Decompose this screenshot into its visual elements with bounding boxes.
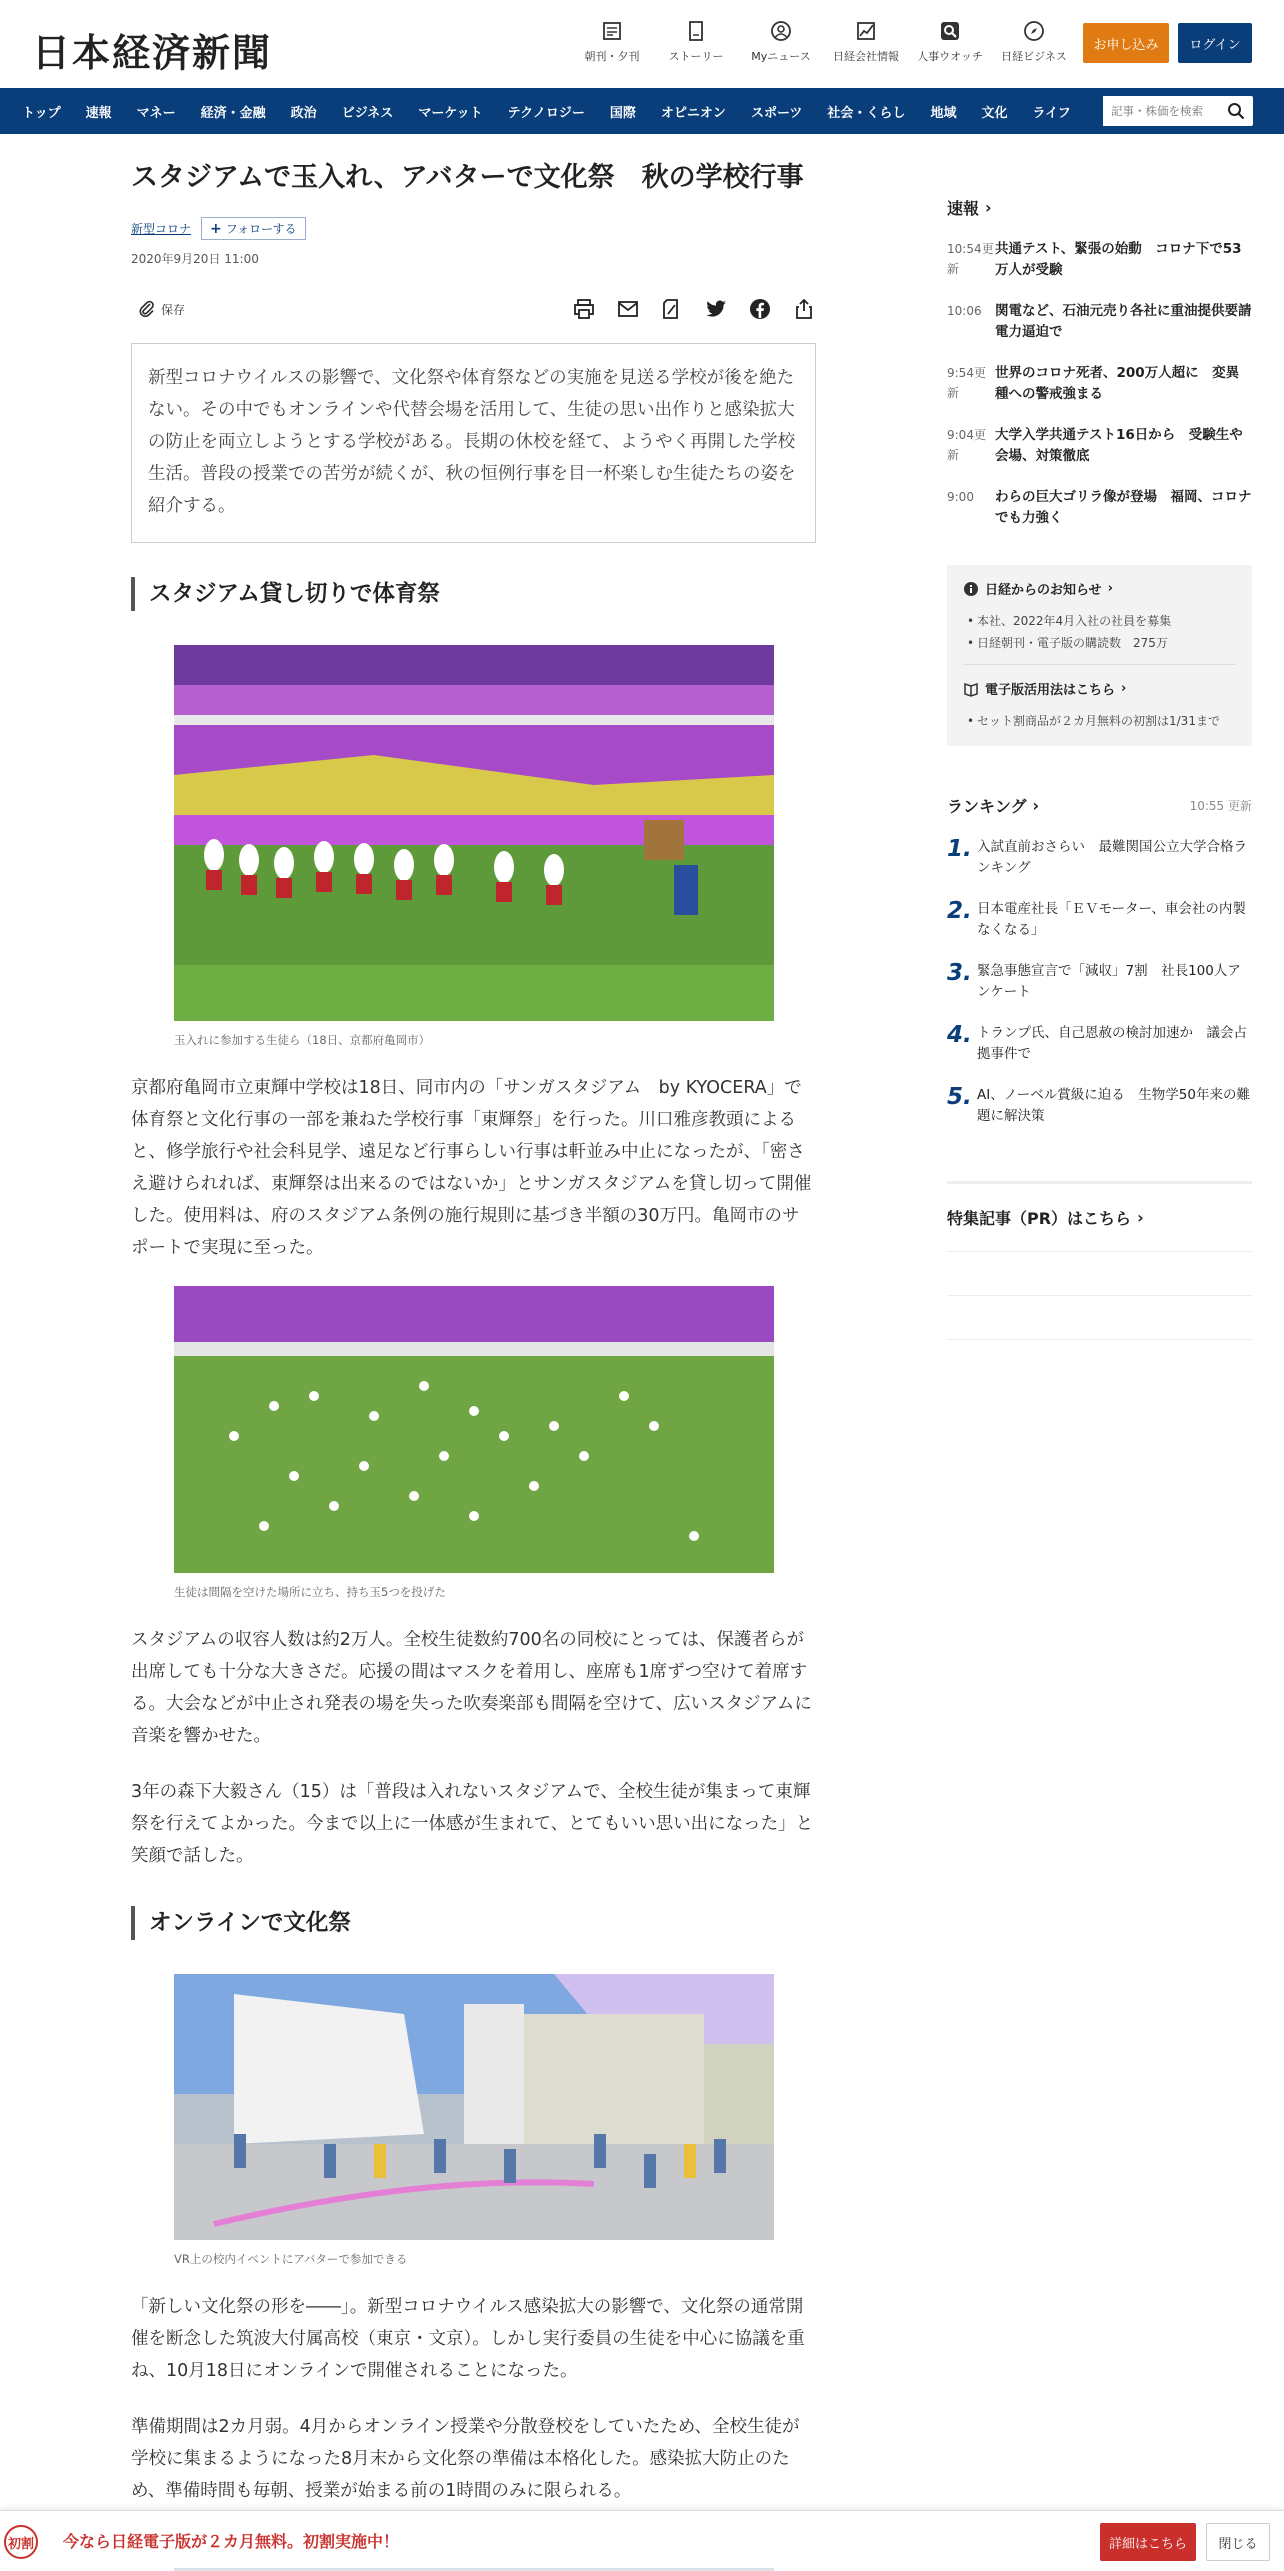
article-paragraph: スタジアムの収容人数は約2万人。全校生徒数約700名の同校にとっては、保護者らが出席しても十分な大きさだ。応援の間はマスクを着用し、座席も1席ずつ空けて着席する。大会などが中止され発表の場を失った吹奏楽部も間隔を空けて、広いスタジアムに音楽を響かせた。 <box>131 1630 812 1747</box>
mail-icon[interactable] <box>616 297 640 321</box>
ranking-item[interactable] <box>947 899 1252 941</box>
rank-title: トランプ氏、自己恩赦の検討加速か 議会占拠事件で <box>977 1025 1247 1062</box>
pr-placeholder-list <box>947 1251 1252 1340</box>
promo-text: 今なら日経電子版が２カ月無料。初割実施中！ <box>63 2532 400 2551</box>
plus-icon: + <box>210 220 222 237</box>
divider <box>963 664 1236 665</box>
nav-item-international[interactable]: 国際 <box>609 105 636 121</box>
compass-icon <box>1023 20 1045 42</box>
section-heading: スタジアム貸し切りで体育祭 <box>131 577 816 611</box>
newspaper-icon <box>601 20 623 42</box>
nav-item-business[interactable]: ビジネス <box>341 105 394 121</box>
article-figure <box>174 645 774 1048</box>
nav-jinji-watch[interactable] <box>908 20 992 64</box>
notice-item[interactable]: • 日経朝刊・電子版の購読数 275万 <box>963 632 1236 654</box>
ranking-item[interactable] <box>947 1085 1252 1127</box>
nav-item-market[interactable]: マーケット <box>418 105 483 121</box>
news-title: 大学入学共通テスト16日から 受験生や会場、対策徹底 <box>995 427 1243 464</box>
search-input[interactable] <box>1103 96 1215 126</box>
news-title: わらの巨大ゴリラ像が登場 福岡、コロナでも力強く <box>995 489 1252 526</box>
photo-caption: 玉入れに参加する生徒ら（18日、京都府亀岡市） <box>174 1033 431 1048</box>
nav-item-culture[interactable]: 文化 <box>981 105 1008 121</box>
promo-close-button[interactable]: 閉じる <box>1206 2523 1270 2561</box>
nav-label: 人事ウオッチ <box>917 50 983 63</box>
book-icon <box>963 681 979 697</box>
follow-button[interactable] <box>201 217 306 240</box>
ranking-updated: 10:55 更新 <box>1189 799 1252 813</box>
news-item[interactable] <box>947 363 1252 405</box>
notice-list <box>963 610 1236 654</box>
follow-label: フォローする <box>225 222 297 237</box>
chevron-right-icon: › <box>1032 796 1040 815</box>
pr-placeholder-row <box>947 1296 1252 1340</box>
photo-caption: VR上の校内イベントにアバターで参加できる <box>174 2252 408 2267</box>
nav-item-economy[interactable]: 経済・金融 <box>200 105 266 121</box>
share-icon[interactable] <box>792 297 816 321</box>
article-paragraph: 京都府亀岡市立東輝中学校は18日、同市内の「サンガスタジアム by KYOCERA」で体育祭と文化行事の一部を兼ねた学校行事「東輝祭」を行った。川口雅彦教頭によると、修学旅行や社会科見学、遠足など行事らしい行事は軒並み中止になったが、「密さえ避けられれば、東輝祭は出来るのではないか」とサンガスタジアムを貸し切って開催した。使用料は、府のスタジアム条例の施行規則に基づき半額の30万円。亀岡市のサポートで実現に至った。 <box>131 1078 812 1259</box>
site-header <box>0 0 1284 88</box>
promo-badge: 初割 <box>4 2525 38 2559</box>
site-logo[interactable]: 日本経済新聞 <box>32 30 273 75</box>
login-button[interactable]: ログイン <box>1178 23 1252 63</box>
nav-label: ストーリー <box>668 50 724 63</box>
rank-number: 5. <box>947 1084 972 1110</box>
main-navbar <box>0 88 1284 134</box>
vr-festival-photo <box>174 1974 774 2240</box>
ranking-header <box>947 794 1252 817</box>
ranking-list <box>947 837 1252 1127</box>
sokuho-heading[interactable] <box>947 196 1252 219</box>
news-time: 9:54更新 <box>947 366 986 400</box>
nav-story[interactable] <box>654 20 738 64</box>
search-person-icon <box>939 20 961 42</box>
article-figure <box>174 1286 774 1600</box>
nav-item-region[interactable]: 地域 <box>930 105 957 121</box>
rank-number: 1. <box>947 836 972 862</box>
news-title: 世界のコロナ死者、200万人超に 変異種への警戒強まる <box>995 365 1240 402</box>
photo-caption: 生徒は間隔を空けた場所に立ち、持ち玉5つを投げた <box>174 1585 446 1600</box>
nav-item-life[interactable]: ライフ <box>1032 105 1071 121</box>
nav-chokan-yukan[interactable] <box>570 20 654 64</box>
guide-title: 電子版活用法はこちら <box>985 683 1116 698</box>
rank-number: 3. <box>947 960 972 986</box>
search-icon[interactable] <box>1227 102 1245 120</box>
nav-item-politics[interactable]: 政治 <box>290 105 317 121</box>
article-paragraph: 3年の森下大毅さん（15）は「普段は入れないスタジアムで、全校生徒が集まって東輝祭を行えてよかった。今まで以上に一体感が生まれて、とてもいい思い出になった」と笑顔で話した。 <box>131 1782 814 1867</box>
search-box <box>1103 96 1253 126</box>
facebook-icon[interactable] <box>748 297 772 321</box>
info-icon <box>963 581 979 597</box>
notice-title: 日経からのお知らせ <box>985 583 1102 598</box>
nav-item-opinion[interactable]: オピニオン <box>660 105 726 121</box>
nav-label: 朝刊・夕刊 <box>584 50 640 63</box>
nav-item-sports[interactable]: スポーツ <box>750 105 803 121</box>
header-nav <box>570 20 1076 64</box>
rank-title: 緊急事態宣言で「減収」7割 社長100人アンケート <box>977 963 1241 1000</box>
section-heading: オンラインで文化祭 <box>131 1906 816 1940</box>
ranking-item[interactable] <box>947 837 1252 879</box>
nav-item-money[interactable]: マネー <box>136 105 176 121</box>
news-item[interactable] <box>947 239 1252 281</box>
ranking-item[interactable] <box>947 1023 1252 1065</box>
chevron-right-icon: › <box>985 198 992 217</box>
pr-placeholder-row <box>947 1252 1252 1296</box>
save-button[interactable] <box>137 299 185 319</box>
news-time: 9:00 <box>947 490 974 504</box>
ranking-title: ランキング <box>947 797 1027 816</box>
guide-heading[interactable] <box>963 679 1236 698</box>
nav-label: Myニュース <box>751 50 811 63</box>
save-label: 保存 <box>161 302 186 317</box>
article-paragraph: 準備期間は2カ月弱。4月からオンライン授業や分散登校をしていたため、全校生徒が学校に集まるようになった8月末から文化祭の準備は本格化した。感染拡大防止のため、準備時間も毎朝、授業が始まる前の1時間のみに限られる。 <box>131 2417 800 2502</box>
rank-title: AI、ノーベル賞級に迫る 生物学50年来の難題に解決策 <box>977 1087 1250 1124</box>
chevron-right-icon: › <box>1137 1208 1144 1227</box>
article-figure <box>174 1974 774 2267</box>
rank-number: 2. <box>947 898 972 924</box>
sokuho-title: 速報 <box>947 199 980 218</box>
nav-item-top[interactable]: トップ <box>22 105 61 121</box>
nav-nikkei-business[interactable] <box>992 20 1076 64</box>
notice-item[interactable]: • 本社、2022年4月入社の社員を募集 <box>963 610 1236 632</box>
document-icon <box>685 20 707 42</box>
publish-date: 2020年9月20日 11:00 <box>131 252 259 267</box>
article-title: スタジアムで玉入れ、アバターで文化祭 秋の学校行事 <box>131 162 804 193</box>
guide-list <box>963 710 1236 732</box>
news-list <box>947 239 1265 529</box>
paperclip-icon <box>137 299 157 319</box>
news-item[interactable] <box>947 301 1265 343</box>
chevron-right-icon: › <box>1107 581 1113 596</box>
notice-heading[interactable] <box>963 579 1236 598</box>
guide-item[interactable]: • セット割商品が２カ月無料の初割は1/31まで <box>963 710 1236 732</box>
ranking-item[interactable] <box>947 961 1252 1003</box>
chevron-right-icon: › <box>1121 681 1127 696</box>
sidebar <box>947 196 1265 1340</box>
rank-number: 4. <box>947 1022 972 1048</box>
nav-label: 日経ビジネス <box>1001 50 1067 63</box>
article-meta <box>131 217 816 240</box>
news-time: 10:06 <box>947 304 982 318</box>
chart-icon <box>855 20 877 42</box>
nav-list <box>22 88 1096 134</box>
person-icon <box>770 20 792 42</box>
note-icon[interactable] <box>660 297 684 321</box>
promo-detail-button[interactable]: 詳細はこちら <box>1100 2523 1196 2561</box>
news-title: 関電など、石油元売り各社に重油提供要請 電力逼迫で <box>995 303 1265 340</box>
topic-tag[interactable]: 新型コロナ <box>131 222 192 237</box>
stadium-tamaire-photo <box>174 645 774 1021</box>
apply-button[interactable]: お申し込み <box>1083 23 1169 63</box>
ranking-heading[interactable] <box>947 794 1039 817</box>
promo-banner <box>0 2510 1284 2568</box>
nav-company-info[interactable] <box>824 20 908 64</box>
article-paragraph: 「新しい文化祭の形を――」。新型コロナウイルス感染拡大の影響で、文化祭の通常開催を断念した筑波大付属高校（東京・文京）。しかし実行委員の生徒を中心に協議を重ね、10月18日にオンラインで開催されることになった。 <box>131 2297 805 2382</box>
news-item[interactable] <box>947 425 1252 467</box>
news-time: 9:04更新 <box>947 428 986 462</box>
article <box>131 160 816 2571</box>
pr-heading[interactable] <box>947 1206 1252 1229</box>
stadium-field-photo <box>174 1286 774 1573</box>
article-toolbar <box>131 293 816 327</box>
notice-box <box>947 565 1252 746</box>
rank-title: 入試直前おさらい 最難関国公立大学合格ランキング <box>977 839 1247 876</box>
print-icon[interactable] <box>572 297 596 321</box>
nav-item-sokuho[interactable]: 速報 <box>85 105 112 121</box>
rank-title: 日本電産社長「ＥＶモーター、車会社の内製なくなる」 <box>977 901 1246 938</box>
news-item[interactable] <box>947 487 1252 529</box>
nav-mynews[interactable] <box>738 20 824 64</box>
nav-item-technology[interactable]: テクノロジー <box>507 105 585 121</box>
nav-item-society[interactable]: 社会・くらし <box>827 105 906 121</box>
nav-label: 日経会社情報 <box>833 50 899 63</box>
pr-title: 特集記事（PR）はこちら <box>947 1209 1132 1228</box>
article-lead: 新型コロナウイルスの影響で、文化祭や体育祭などの実施を見送る学校が後を絶たない。その中でもオンラインや代替会場を活用して、生徒の思い出作りと感染拡大の防止を両立しようとする学校がある。長期の休校を経て、ようやく再開した学校生活。普段の授業での苦労が続くが、秋の恒例行事を目一杯楽しむ生徒たちの姿を紹介する。 <box>131 343 816 543</box>
twitter-icon[interactable] <box>704 297 728 321</box>
pr-section <box>947 1181 1252 1340</box>
share-buttons <box>572 297 816 321</box>
news-title: 共通テスト、緊張の始動 コロナ下で53万人が受験 <box>995 241 1242 278</box>
news-time: 10:54更新 <box>947 242 994 276</box>
